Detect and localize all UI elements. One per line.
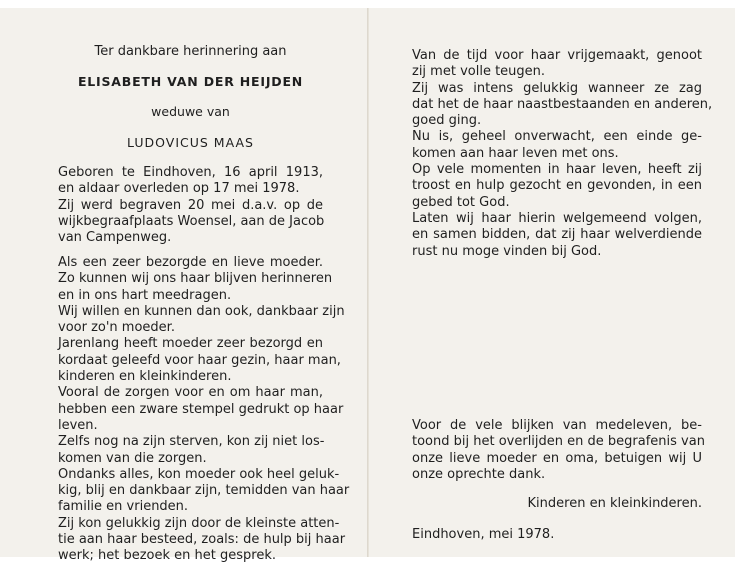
text-line: Op vele momenten in haar leven, heeft zij <box>412 162 702 178</box>
text-line: Zo kunnen wij ons haar blijven herinneren <box>58 271 333 287</box>
text-line: voor zo'n moeder. <box>58 320 175 336</box>
text-line: Vooral de zorgen voor en om haar man, <box>58 385 323 401</box>
text-line: komen aan haar leven met ons. <box>412 145 619 161</box>
text-line: onze lieve moeder en oma, betuigen wij U <box>412 450 702 466</box>
text-line: Zij kon gelukkig zijn door de kleinste atten- <box>58 515 340 531</box>
remembrance-paragraph <box>58 255 350 565</box>
text-line: familie en vrienden. <box>58 499 189 515</box>
spouse-name: LUDOVICUS MAAS <box>127 135 254 150</box>
life-paragraph <box>412 48 713 260</box>
text-line: rust nu moge vinden bij God. <box>412 243 602 259</box>
text-line: kig, blij en dankbaar zijn, temidden van haar <box>58 483 350 499</box>
text-line: toond bij het overlijden en de begrafenis van <box>412 434 705 450</box>
relation-line: weduwe van <box>151 104 230 119</box>
text-line: onze oprechte dank. <box>412 466 546 482</box>
text-line: kinderen en kleinkinderen. <box>58 369 232 385</box>
text-line: Wij willen en kunnen dan ook, dankbaar zijn <box>58 303 345 319</box>
intro-line: Ter dankbare herinnering aan <box>94 44 287 59</box>
center-fold <box>367 8 369 557</box>
text-line: en aldaar overleden op 17 mei 1978. <box>58 181 300 197</box>
text-line: Geboren te Eindhoven, 16 april 1913, <box>58 165 323 180</box>
text-line: van Campenweg. <box>58 230 172 246</box>
text-line: Zij was intens gelukkig wanneer ze zag <box>412 80 702 96</box>
text-line: wijkbegraafplaats Woensel, aan de Jacob <box>58 213 325 229</box>
deceased-name: ELISABETH VAN DER HEIJDEN <box>77 74 304 89</box>
text-line: gebed tot God. <box>412 194 510 210</box>
text-line: Van de tijd voor haar vrijgemaakt, genoot <box>412 48 702 63</box>
text-line: Zij werd begraven 20 mei d.a.v. op de <box>58 197 323 213</box>
text-line: zij met volle teugen. <box>412 64 546 80</box>
thanks-paragraph <box>412 418 705 483</box>
text-line: werk; het bezoek en het gesprek. <box>58 548 276 564</box>
text-line: Zelfs nog na zijn sterven, kon zij niet los- <box>58 434 325 450</box>
place-date-line: Eindhoven, mei 1978. <box>412 527 555 542</box>
text-line: hebben een zware stempel gedrukt op haar <box>58 401 344 417</box>
text-line: kordaat geleefd voor haar gezin, haar man, <box>58 352 341 368</box>
text-line: Ondanks alles, kon moeder ook heel geluk- <box>58 466 340 482</box>
signature-line: Kinderen en kleinkinderen. <box>527 496 702 511</box>
place-date-block <box>412 527 702 543</box>
top-margin <box>0 0 735 8</box>
text-line: goed ging. <box>412 113 482 129</box>
text-line: Voor de vele blijken van medeleven, be- <box>412 418 702 433</box>
text-line: leven. <box>58 417 98 433</box>
text-line: Nu is, geheel onverwacht, een einde ge- <box>412 129 702 145</box>
biography-paragraph <box>58 165 323 246</box>
text-line: Jarenlang heeft moeder zeer bezorgd en <box>58 336 323 352</box>
text-line: tie aan haar besteed, zoals: de hulp bij haar <box>58 532 346 548</box>
text-line: Laten wij haar hierin welgemeend volgen, <box>412 210 702 226</box>
text-line: en in ons hart meedragen. <box>58 287 232 303</box>
text-line: komen van die zorgen. <box>58 450 207 466</box>
text-line: dat het de haar naastbestaanden en anderen, <box>412 96 713 112</box>
signature-block <box>412 496 702 512</box>
text-line: en samen bidden, dat zij haar welverdiende <box>412 227 702 243</box>
text-line: troost en hulp gezocht en gevonden, in een <box>412 178 702 194</box>
text-line: Als een zeer bezorgde en lieve moeder. <box>58 255 323 270</box>
